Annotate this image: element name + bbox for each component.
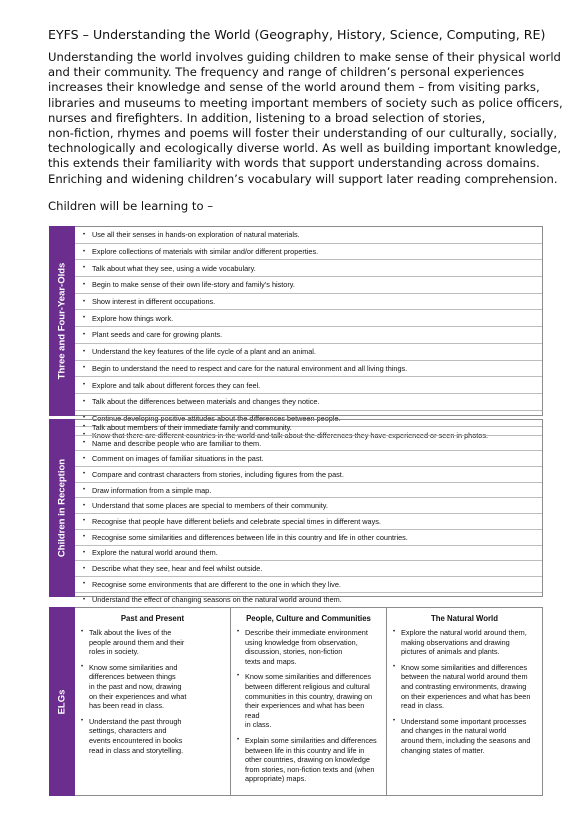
list-item-text: Explore the natural world around them. (92, 548, 218, 558)
elg-column (75, 608, 230, 795)
elg-column (230, 608, 386, 795)
bullet-icon: • (83, 398, 86, 405)
bullet-icon: • (83, 502, 86, 509)
bullet-icon: • (83, 455, 86, 462)
bullet-icon: • (83, 471, 86, 478)
bullet-icon: • (83, 365, 86, 372)
elg-column-heading: People, Culture and Communities (246, 614, 371, 623)
bullet-icon: • (83, 596, 86, 603)
reception-list (75, 419, 543, 605)
bullet-icon: • (83, 298, 86, 305)
elg-goal (393, 663, 536, 711)
elgs-label: ELGs (56, 689, 68, 714)
bullet-icon: • (81, 717, 84, 724)
list-item-text: Recognise some similarities and differences between life in this country and life in other countries. (92, 532, 408, 542)
bullet-icon: • (83, 581, 86, 588)
reception-side-bar (49, 419, 75, 597)
bullet-icon: • (83, 231, 86, 238)
bullet-icon: • (83, 248, 86, 255)
list-item (75, 592, 542, 608)
bullet-icon: • (83, 382, 86, 389)
bullet-icon: • (83, 549, 86, 556)
page-title: EYFS – Understanding the World (Geography, History, Science, Computing, RE) (48, 27, 546, 42)
bullet-icon: • (237, 629, 240, 635)
elg-goal (81, 628, 224, 657)
list-item-text: Begin to understand the need to respect and care for the natural environment and all living things. (92, 363, 408, 373)
list-item (75, 293, 542, 310)
bullet-icon: • (237, 736, 240, 743)
list-item-text: Continue developing positive attitudes about the differences between people. (92, 413, 341, 423)
bullet-icon: • (83, 348, 86, 355)
list-item-text: Talk about members of their immediate family and community. (92, 422, 292, 432)
list-item (75, 420, 542, 435)
list-item (75, 560, 542, 576)
lead-in-text: Children will be learning to – (48, 199, 214, 213)
elgs-panel (49, 607, 543, 796)
list-item-text: Recognise some environments that are different to the one in which they live. (92, 579, 341, 589)
elg-goal (237, 628, 380, 666)
bullet-icon: • (83, 432, 86, 439)
list-item-text: Show interest in different occupations. (92, 297, 216, 307)
elg-column-heading: The Natural World (430, 614, 498, 623)
bullet-icon: • (83, 281, 86, 288)
list-item-text: Understand that some places are special to members of their community. (92, 501, 328, 511)
list-item-text: Know that there are different countries in the world and talk about the differences they have experienced or seen in photos. (92, 430, 489, 440)
list-item-text: Name and describe people who are familiar to them. (92, 438, 262, 448)
bullet-icon: • (83, 265, 86, 272)
list-item (75, 243, 542, 260)
elg-goal (81, 717, 224, 755)
list-item-text: Understand the effect of changing seasons on the natural world around them. (92, 595, 342, 605)
bullet-icon: • (393, 717, 396, 724)
bullet-icon: • (81, 663, 84, 670)
elgs-side-bar (49, 607, 75, 796)
list-item (75, 326, 542, 343)
elg-goal-text: Know some similarities and differences between things in the past and now, drawing on their experiences and what has been read in class. (89, 662, 187, 711)
bullet-icon: • (83, 415, 86, 422)
list-item (75, 259, 542, 276)
reception-label: Children in Reception (56, 458, 68, 558)
list-item-text: Explore and talk about different forces they can feel. (92, 380, 261, 390)
elgs-columns (75, 607, 543, 796)
list-item-text: Describe what they see, hear and feel whilst outside. (92, 564, 263, 574)
list-item (75, 576, 542, 592)
list-item-text: Draw information from a simple map. (92, 485, 212, 495)
elg-goal (237, 736, 380, 784)
list-item (75, 393, 542, 410)
list-item (75, 227, 542, 243)
list-item (75, 482, 542, 498)
elg-goal-text: Describe their immediate environment using knowledge from observation, discussion, stories, non-fiction texts and maps. (245, 628, 368, 666)
bullet-icon: • (393, 663, 396, 670)
elg-column (386, 608, 542, 795)
elg-goal-text: Know some similarities and differences between the natural world around them and contrasting environments, drawing on their experiences and what has been read in class. (401, 662, 531, 711)
list-item-text: Begin to make sense of their own life-story and family’s history. (92, 280, 295, 290)
elg-goal-text: Talk about the lives of the people around them and their roles in society. (89, 628, 185, 657)
bullet-icon: • (83, 424, 86, 431)
bullet-icon: • (83, 518, 86, 525)
list-item-text: Understand the key features of the life cycle of a plant and an animal. (92, 347, 316, 357)
list-item (75, 360, 542, 377)
elg-goal-text: Know some similarities and differences between different religious and cultural communities in this country, drawing on their experiences and what has been read in class. (245, 672, 373, 730)
children-in-reception-panel (49, 419, 543, 605)
bullet-icon: • (83, 315, 86, 322)
three-four-year-olds-side-bar (49, 226, 75, 416)
list-item-text: Compare and contrast characters from stories, including figures from the past. (92, 469, 344, 479)
bullet-icon: • (393, 629, 396, 635)
list-item-text: Talk about what they see, using a wide vocabulary. (92, 263, 256, 273)
bullet-icon: • (81, 629, 84, 635)
elg-goal-text: Understand the past through settings, characters and events encountered in books read in class and storytelling. (89, 716, 184, 755)
elg-goal (393, 628, 536, 657)
elg-goal (81, 663, 224, 711)
elg-goal-text: Explore the natural world around them, making observations and drawing pictures of animals and plants. (401, 628, 527, 657)
list-item (75, 450, 542, 466)
list-item (75, 513, 542, 529)
list-item-text: Use all their senses in hands-on exploration of natural materials. (92, 230, 300, 240)
list-item-text: Comment on images of familiar situations in the past. (92, 454, 264, 464)
elg-column-heading: Past and Present (120, 614, 185, 623)
list-item (75, 435, 542, 451)
list-item-text: Talk about the differences between materials and changes they notice. (92, 397, 320, 407)
elg-goal (393, 717, 536, 755)
bullet-icon: • (237, 673, 240, 680)
bullet-icon: • (83, 487, 86, 494)
list-item (75, 497, 542, 513)
bullet-icon: • (83, 331, 86, 338)
list-item-text: Plant seeds and care for growing plants. (92, 330, 223, 340)
bullet-icon: • (83, 534, 86, 541)
list-item (75, 309, 542, 326)
list-item (75, 276, 542, 293)
three-four-year-olds-label: Three and Four-Year-Olds (56, 262, 68, 380)
list-item-text: Recognise that people have different beliefs and celebrate special times in different ways. (92, 516, 381, 526)
intro-paragraph: Understanding the world involves guiding children to make sense of their physical world and their community. The frequency and range of children’s personal experiences increases their knowledge and sense of the world around them – from visiting parks, libraries and museums to meeting important members of society such as police officers, nurses and firefighters. In addition, listening to a broad selection of stories, non-fiction, rhymes and poems will foster their understanding of our culturally, socially, technologically and ecologically diverse world. As well as building important knowledge, this extends their familiarity with words that support understanding across domains. Enriching and widening children’s vocabulary will support later reading comprehension. (48, 50, 563, 186)
elg-goal-text: Understand some important processes and changes in the natural world around them, including the seasons and changing states of matter. (401, 716, 531, 755)
elg-goal-text: Explain some similarities and differences between life in this country and life in other countries, drawing on knowledge from stories, non-fiction texts and (when appropriate) maps. (245, 735, 377, 784)
list-item-text: Explore how things work. (92, 313, 174, 323)
bullet-icon: • (83, 565, 86, 572)
bullet-icon: • (83, 440, 86, 447)
list-item (75, 466, 542, 482)
list-item (75, 529, 542, 545)
list-item (75, 376, 542, 393)
list-item (75, 343, 542, 360)
list-item-text: Explore collections of materials with similar and/or different properties. (92, 247, 319, 257)
list-item (75, 545, 542, 561)
elg-goal (237, 672, 380, 730)
